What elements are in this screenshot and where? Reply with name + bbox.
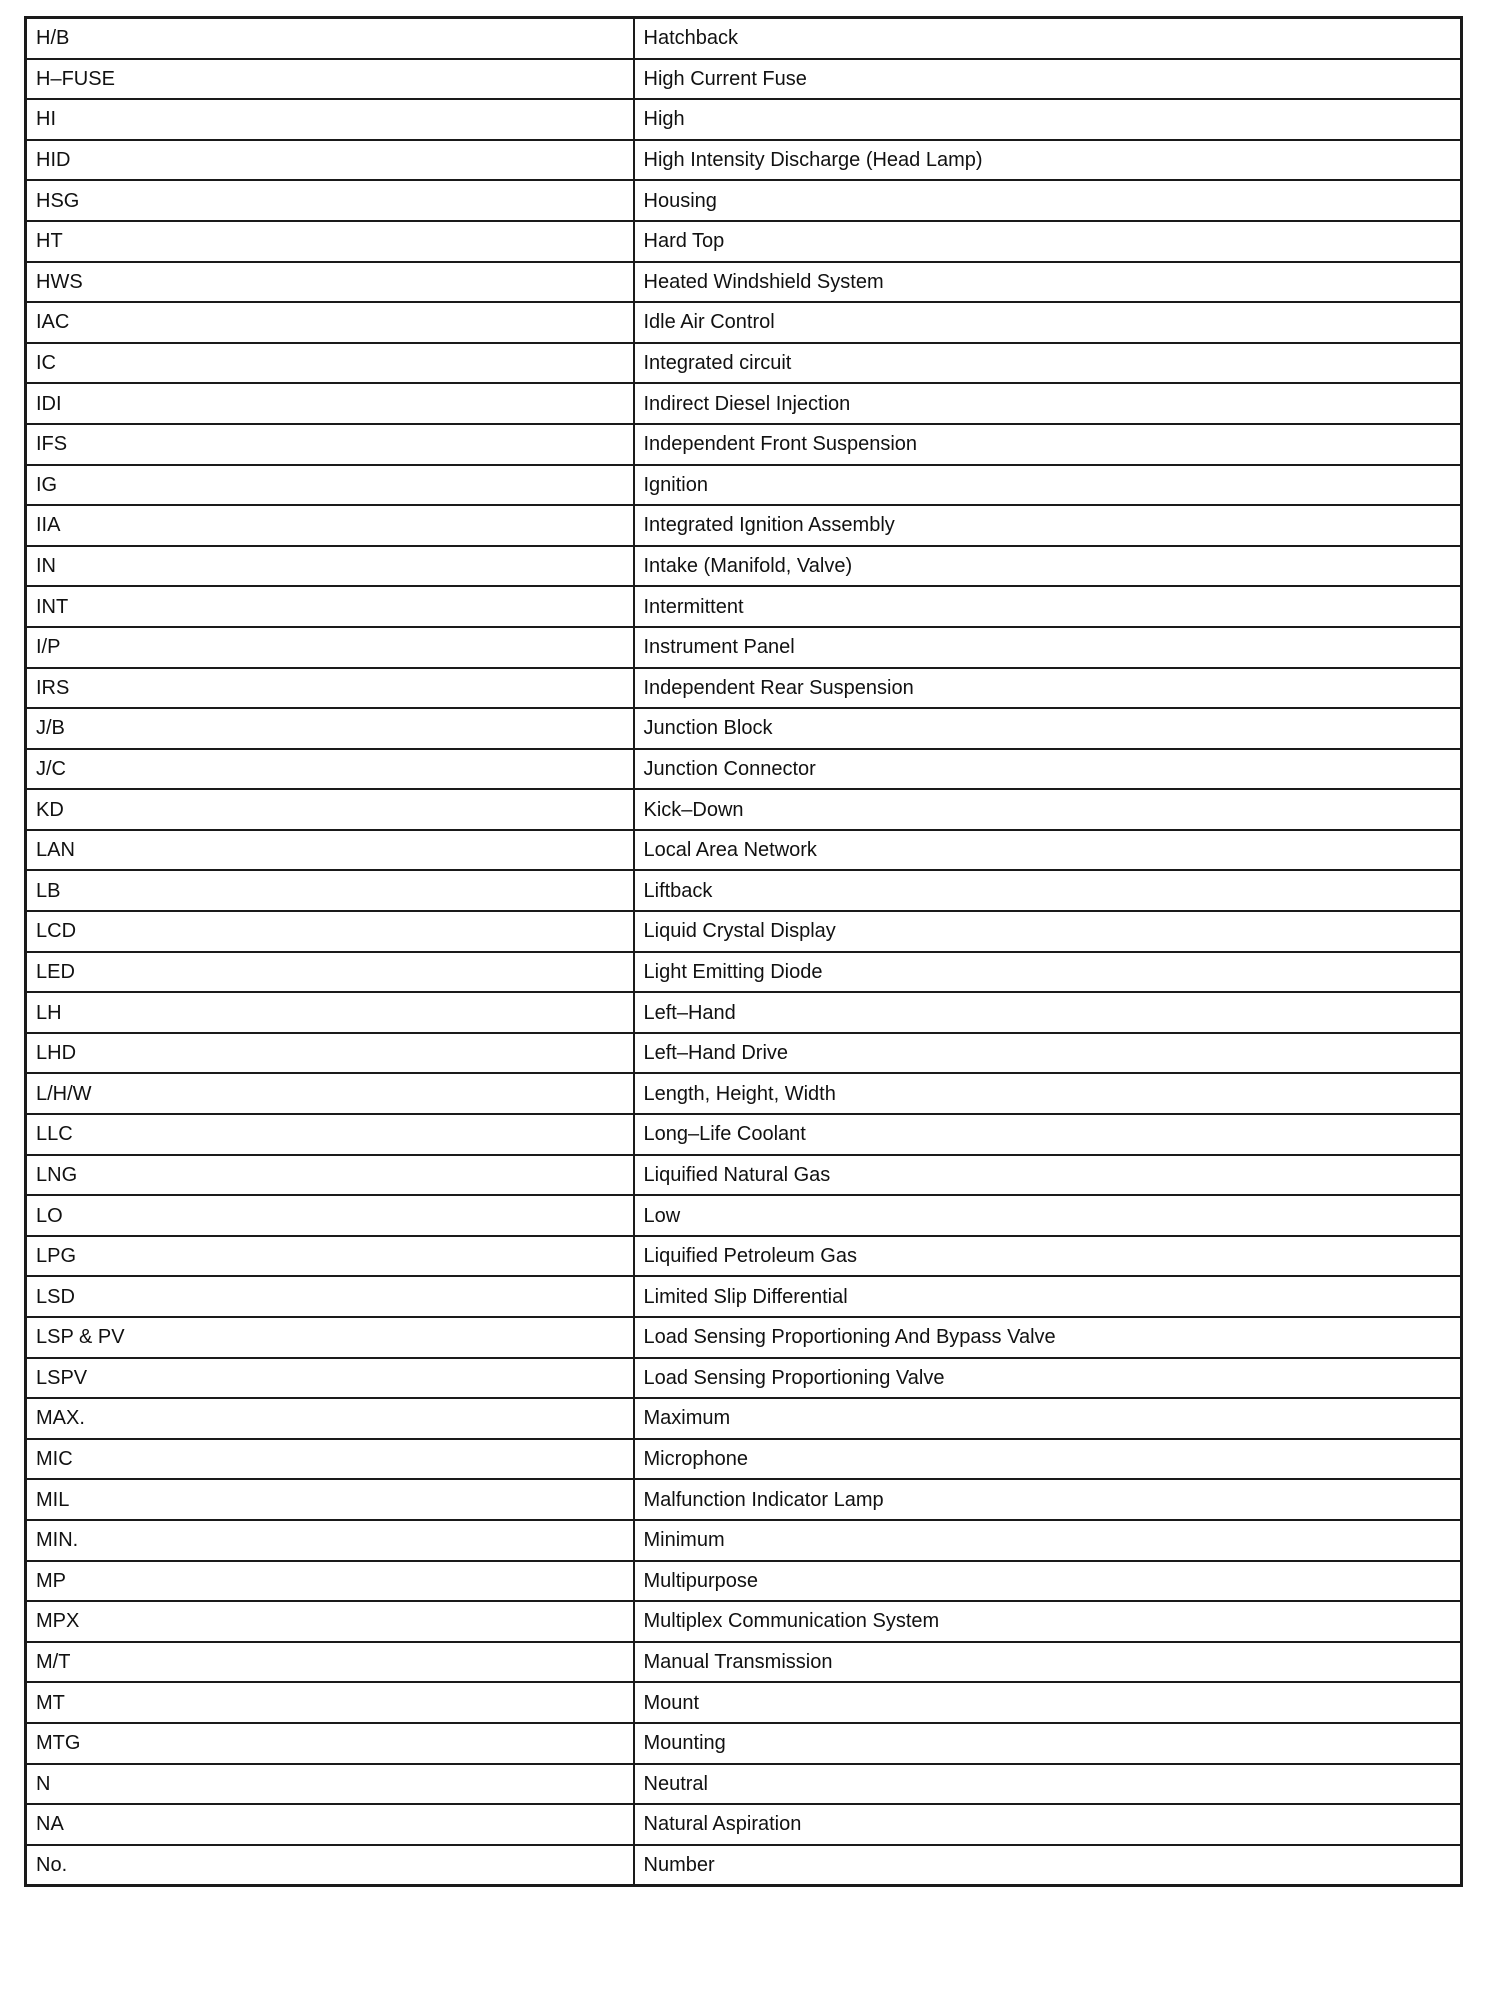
table-row bbox=[26, 992, 1462, 1033]
abbreviation-cell: IDI bbox=[26, 383, 634, 424]
meaning-cell: Multipurpose bbox=[634, 1561, 1462, 1602]
meaning-cell: Independent Front Suspension bbox=[634, 424, 1462, 465]
meaning-cell: Junction Connector bbox=[634, 749, 1462, 790]
table-row bbox=[26, 708, 1462, 749]
table-row bbox=[26, 59, 1462, 100]
table-row bbox=[26, 18, 1462, 59]
abbreviation-cell: IC bbox=[26, 343, 634, 384]
table-row bbox=[26, 1764, 1462, 1805]
meaning-cell: Instrument Panel bbox=[634, 627, 1462, 668]
meaning-cell: High Intensity Discharge (Head Lamp) bbox=[634, 140, 1462, 181]
abbreviation-cell: IG bbox=[26, 465, 634, 506]
abbreviation-cell: LSD bbox=[26, 1276, 634, 1317]
table-row bbox=[26, 140, 1462, 181]
meaning-cell: Load Sensing Proportioning Valve bbox=[634, 1358, 1462, 1399]
meaning-cell: Long–Life Coolant bbox=[634, 1114, 1462, 1155]
abbreviation-cell: No. bbox=[26, 1845, 634, 1886]
meaning-cell: Mount bbox=[634, 1682, 1462, 1723]
abbreviation-table-body bbox=[26, 18, 1462, 1886]
abbreviation-cell: MAX. bbox=[26, 1398, 634, 1439]
meaning-cell: Microphone bbox=[634, 1439, 1462, 1480]
table-row bbox=[26, 870, 1462, 911]
abbreviation-cell: MIL bbox=[26, 1479, 634, 1520]
abbreviation-cell: LNG bbox=[26, 1155, 634, 1196]
abbreviation-cell: HID bbox=[26, 140, 634, 181]
abbreviation-cell: LAN bbox=[26, 830, 634, 871]
table-row bbox=[26, 465, 1462, 506]
table-row bbox=[26, 1723, 1462, 1764]
table-row bbox=[26, 1479, 1462, 1520]
abbreviation-cell: HT bbox=[26, 221, 634, 262]
abbreviation-cell: KD bbox=[26, 789, 634, 830]
table-row bbox=[26, 221, 1462, 262]
abbreviation-cell: NA bbox=[26, 1804, 634, 1845]
meaning-cell: Integrated circuit bbox=[634, 343, 1462, 384]
meaning-cell: Minimum bbox=[634, 1520, 1462, 1561]
abbreviation-cell: J/C bbox=[26, 749, 634, 790]
table-row bbox=[26, 1358, 1462, 1399]
table-row bbox=[26, 1642, 1462, 1683]
meaning-cell: Local Area Network bbox=[634, 830, 1462, 871]
table-row bbox=[26, 830, 1462, 871]
table-row bbox=[26, 546, 1462, 587]
table-row bbox=[26, 1601, 1462, 1642]
meaning-cell: Liftback bbox=[634, 870, 1462, 911]
meaning-cell: Left–Hand Drive bbox=[634, 1033, 1462, 1074]
table-row bbox=[26, 505, 1462, 546]
abbreviation-cell: H/B bbox=[26, 18, 634, 59]
meaning-cell: Housing bbox=[634, 180, 1462, 221]
table-row bbox=[26, 952, 1462, 993]
abbreviation-cell: MPX bbox=[26, 1601, 634, 1642]
table-row bbox=[26, 586, 1462, 627]
meaning-cell: Heated Windshield System bbox=[634, 262, 1462, 303]
meaning-cell: Multiplex Communication System bbox=[634, 1601, 1462, 1642]
abbreviation-cell: LSP & PV bbox=[26, 1317, 634, 1358]
table-row bbox=[26, 1276, 1462, 1317]
table-row bbox=[26, 383, 1462, 424]
meaning-cell: Liquified Natural Gas bbox=[634, 1155, 1462, 1196]
table-row bbox=[26, 1520, 1462, 1561]
abbreviation-cell: LHD bbox=[26, 1033, 634, 1074]
table-row bbox=[26, 911, 1462, 952]
table-row bbox=[26, 1114, 1462, 1155]
table-row bbox=[26, 99, 1462, 140]
abbreviation-cell: IN bbox=[26, 546, 634, 587]
table-row bbox=[26, 180, 1462, 221]
meaning-cell: Integrated Ignition Assembly bbox=[634, 505, 1462, 546]
abbreviation-cell: MIN. bbox=[26, 1520, 634, 1561]
abbreviation-cell: H–FUSE bbox=[26, 59, 634, 100]
abbreviation-cell: M/T bbox=[26, 1642, 634, 1683]
table-row bbox=[26, 1155, 1462, 1196]
meaning-cell: Low bbox=[634, 1195, 1462, 1236]
abbreviation-cell: N bbox=[26, 1764, 634, 1805]
abbreviation-cell: HWS bbox=[26, 262, 634, 303]
meaning-cell: Ignition bbox=[634, 465, 1462, 506]
meaning-cell: Independent Rear Suspension bbox=[634, 668, 1462, 709]
meaning-cell: Natural Aspiration bbox=[634, 1804, 1462, 1845]
abbreviation-cell: LSPV bbox=[26, 1358, 634, 1399]
abbreviation-cell: LB bbox=[26, 870, 634, 911]
table-row bbox=[26, 424, 1462, 465]
abbreviation-cell: LH bbox=[26, 992, 634, 1033]
abbreviation-cell: MT bbox=[26, 1682, 634, 1723]
table-row bbox=[26, 668, 1462, 709]
abbreviation-cell: MP bbox=[26, 1561, 634, 1602]
table-row bbox=[26, 1236, 1462, 1277]
abbreviation-cell: MTG bbox=[26, 1723, 634, 1764]
meaning-cell: Load Sensing Proportioning And Bypass Valve bbox=[634, 1317, 1462, 1358]
meaning-cell: Idle Air Control bbox=[634, 302, 1462, 343]
meaning-cell: Liquid Crystal Display bbox=[634, 911, 1462, 952]
abbreviation-cell: LED bbox=[26, 952, 634, 993]
abbreviation-cell: LO bbox=[26, 1195, 634, 1236]
meaning-cell: Length, Height, Width bbox=[634, 1073, 1462, 1114]
meaning-cell: Maximum bbox=[634, 1398, 1462, 1439]
abbreviation-cell: INT bbox=[26, 586, 634, 627]
meaning-cell: Left–Hand bbox=[634, 992, 1462, 1033]
meaning-cell: Indirect Diesel Injection bbox=[634, 383, 1462, 424]
table-row bbox=[26, 1033, 1462, 1074]
abbreviation-cell: LPG bbox=[26, 1236, 634, 1277]
meaning-cell: Light Emitting Diode bbox=[634, 952, 1462, 993]
table-row bbox=[26, 1804, 1462, 1845]
table-row bbox=[26, 1561, 1462, 1602]
abbreviation-cell: HI bbox=[26, 99, 634, 140]
table-row bbox=[26, 749, 1462, 790]
abbreviation-cell: MIC bbox=[26, 1439, 634, 1480]
meaning-cell: Limited Slip Differential bbox=[634, 1276, 1462, 1317]
abbreviation-cell: IIA bbox=[26, 505, 634, 546]
table-row bbox=[26, 343, 1462, 384]
table-row bbox=[26, 1845, 1462, 1886]
meaning-cell: Malfunction Indicator Lamp bbox=[634, 1479, 1462, 1520]
meaning-cell: Hard Top bbox=[634, 221, 1462, 262]
table-row bbox=[26, 302, 1462, 343]
meaning-cell: Hatchback bbox=[634, 18, 1462, 59]
meaning-cell: Intake (Manifold, Valve) bbox=[634, 546, 1462, 587]
meaning-cell: High Current Fuse bbox=[634, 59, 1462, 100]
meaning-cell: Kick–Down bbox=[634, 789, 1462, 830]
abbreviation-cell: IAC bbox=[26, 302, 634, 343]
meaning-cell: High bbox=[634, 99, 1462, 140]
meaning-cell: Junction Block bbox=[634, 708, 1462, 749]
table-row bbox=[26, 1195, 1462, 1236]
table-row bbox=[26, 1073, 1462, 1114]
table-row bbox=[26, 1439, 1462, 1480]
abbreviation-cell: HSG bbox=[26, 180, 634, 221]
table-row bbox=[26, 1398, 1462, 1439]
abbreviation-table bbox=[24, 16, 1463, 1887]
table-row bbox=[26, 262, 1462, 303]
abbreviation-cell: IFS bbox=[26, 424, 634, 465]
meaning-cell: Intermittent bbox=[634, 586, 1462, 627]
abbreviation-cell: LCD bbox=[26, 911, 634, 952]
table-row bbox=[26, 627, 1462, 668]
table-row bbox=[26, 1682, 1462, 1723]
table-row bbox=[26, 789, 1462, 830]
abbreviation-cell: J/B bbox=[26, 708, 634, 749]
meaning-cell: Liquified Petroleum Gas bbox=[634, 1236, 1462, 1277]
abbreviation-cell: L/H/W bbox=[26, 1073, 634, 1114]
meaning-cell: Manual Transmission bbox=[634, 1642, 1462, 1683]
meaning-cell: Neutral bbox=[634, 1764, 1462, 1805]
meaning-cell: Number bbox=[634, 1845, 1462, 1886]
abbreviation-cell: I/P bbox=[26, 627, 634, 668]
meaning-cell: Mounting bbox=[634, 1723, 1462, 1764]
abbreviation-cell: LLC bbox=[26, 1114, 634, 1155]
abbreviation-cell: IRS bbox=[26, 668, 634, 709]
table-row bbox=[26, 1317, 1462, 1358]
